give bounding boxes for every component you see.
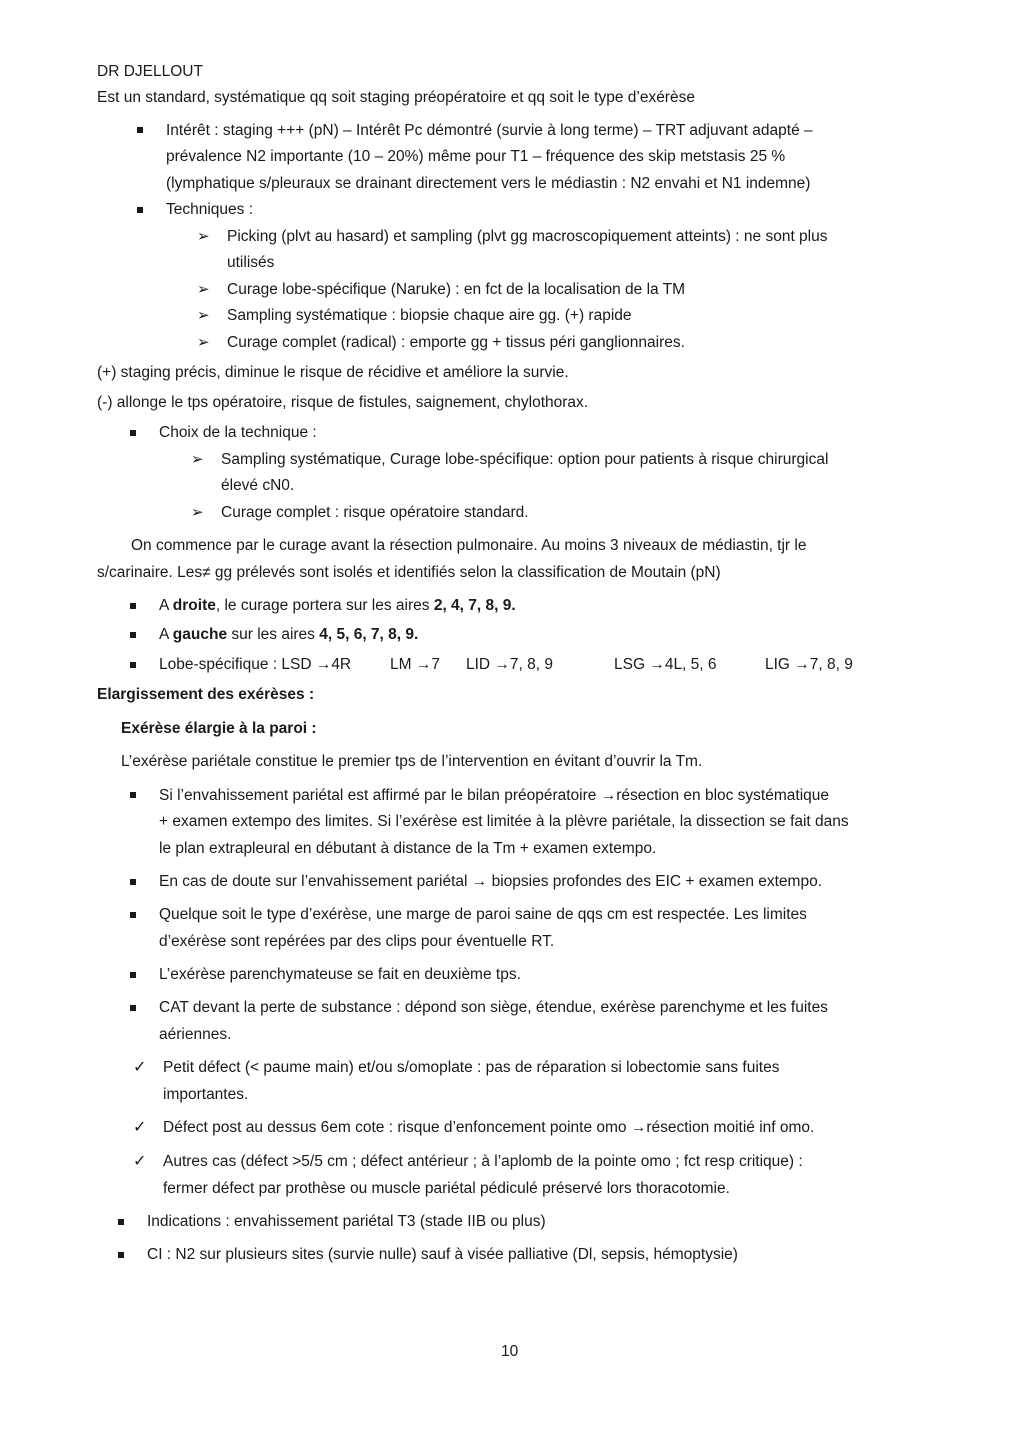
bullet-square: [130, 879, 136, 885]
paroi-bullet-1-line-2: + examen extempo des limites. Si l’exérèse est limitée à la plèvre pariétale, la dissection se fait dans: [159, 813, 849, 830]
check-2: Défect post au dessus 6em cote : risque d’enfoncement pointe omo →résection moitié inf omo.: [163, 1119, 815, 1136]
arrow-bullet-icon: ➢: [197, 281, 210, 298]
intro-text: Est un standard, systématique qq soit staging préopératoire et qq soit le type d’exérèse: [97, 89, 695, 106]
bullet-square: [130, 603, 136, 609]
bullet-square: [130, 430, 136, 436]
lobe-specifique-label: Lobe-spécifique : LSD →4R: [159, 656, 352, 673]
technique-4: Curage complet (radical) : emporte gg + tissus péri ganglionnaires.: [227, 334, 685, 351]
gauche-line: A gauche sur les aires 4, 5, 6, 7, 8, 9.: [159, 626, 419, 643]
paroi-bullet-5-line-1: CAT devant la perte de substance : dépond son siège, étendue, exérèse parenchyme et les fuites: [159, 999, 828, 1016]
check-1-line-2: importantes.: [163, 1086, 249, 1103]
bullet-square: [130, 662, 136, 668]
paroi-bullet-5-line-2: aériennes.: [159, 1026, 232, 1043]
paroi-bullet-1-line-1: Si l’envahissement pariétal est affirmé par le bilan préopératoire →résection en bloc systématique: [159, 787, 830, 804]
minus-text: (-) allonge le tps opératoire, risque de fistules, saignement, chylothorax.: [97, 394, 589, 411]
bullet-square: [118, 1219, 124, 1225]
arrow-bullet-icon: ➢: [197, 228, 210, 245]
choix-1-line-2: élevé cN0.: [221, 477, 295, 494]
technique-1-line-2: utilisés: [227, 254, 275, 271]
choix-1-line-1: Sampling systématique, Curage lobe-spécifique: option pour patients à risque chirurgical: [221, 451, 829, 468]
checkmark-icon: ✓: [133, 1059, 147, 1076]
interet-line-1: Intérêt : staging +++ (pN) – Intérêt Pc démontré (survie à long terme) – TRT adjuvant adapté –: [166, 122, 813, 139]
lobe-lid: LID →7, 8, 9: [466, 656, 554, 673]
contre-indications-text: CI : N2 sur plusieurs sites (survie nulle) sauf à visée palliative (Dl, sepsis, hémoptysie): [147, 1246, 738, 1263]
arrow-bullet-icon: ➢: [191, 451, 204, 468]
bullet-square: [130, 792, 136, 798]
choix-label: Choix de la technique :: [159, 424, 317, 441]
plus-text: (+) staging précis, diminue le risque de récidive et améliore la survie.: [97, 364, 569, 381]
paroi-intro: L’exérèse pariétale constitue le premier tps de l’intervention en évitant d’ouvrir la Tm.: [121, 753, 703, 770]
bullet-square: [137, 207, 143, 213]
bullet-square: [130, 632, 136, 638]
paroi-bullet-3-line-1: Quelque soit le type d’exérèse, une marge de paroi saine de qqs cm est respectée. Les limites: [159, 906, 807, 923]
paroi-bullet-2: En cas de doute sur l’envahissement pariétal → biopsies profondes des EIC + examen extempo.: [159, 873, 822, 890]
checkmark-icon: ✓: [133, 1119, 147, 1136]
lobe-lm: LM →7: [390, 656, 440, 673]
choix-2: Curage complet : risque opératoire standard.: [221, 504, 529, 521]
header-author: DR DJELLOUT: [97, 63, 203, 80]
lobe-lsg: LSG →4L, 5, 6: [614, 656, 717, 673]
droite-line: A droite, le curage portera sur les aires 2, 4, 7, 8, 9.: [159, 597, 516, 614]
section-heading: Elargissement des exérèses :: [97, 686, 315, 703]
bullet-square: [130, 1005, 136, 1011]
paroi-bullet-3-line-2: d’exérèse sont repérées par des clips pour éventuelle RT.: [159, 933, 555, 950]
check-1-line-1: Petit défect (< paume main) et/ou s/omoplate : pas de réparation si lobectomie sans fuites: [163, 1059, 780, 1076]
lobe-lig: LIG →7, 8, 9: [765, 656, 853, 673]
interet-line-3: (lymphatique s/pleuraux se drainant directement vers le médiastin : N2 envahi et N1 indemne): [166, 175, 811, 192]
subsection-heading: Exérèse élargie à la paroi :: [121, 720, 317, 737]
arrow-bullet-icon: ➢: [191, 504, 204, 521]
check-3-line-1: Autres cas (défect >5/5 cm ; défect antérieur ; à l’aplomb de la pointe omo ; fct resp critique) :: [163, 1153, 803, 1170]
interet-line-2: prévalence N2 importante (10 – 20%) même pour T1 – fréquence des skip metstasis 25 %: [166, 148, 786, 165]
checkmark-icon: ✓: [133, 1153, 147, 1170]
bullet-square: [118, 1252, 124, 1258]
page-number: 10: [501, 1343, 519, 1360]
curage-paragraph-line-1: On commence par le curage avant la résection pulmonaire. Au moins 3 niveaux de médiastin, tjr le: [131, 537, 807, 554]
arrow-bullet-icon: ➢: [197, 334, 210, 351]
technique-2: Curage lobe-spécifique (Naruke) : en fct de la localisation de la TM: [227, 281, 686, 298]
bullet-square: [137, 127, 143, 133]
indications-text: Indications : envahissement pariétal T3 (stade IIB ou plus): [147, 1213, 546, 1230]
bullet-square: [130, 972, 136, 978]
technique-1-line-1: Picking (plvt au hasard) et sampling (plvt gg macroscopiquement atteints) : ne sont plus: [227, 228, 828, 245]
techniques-label: Techniques :: [166, 201, 254, 218]
arrow-bullet-icon: ➢: [197, 307, 210, 324]
technique-3: Sampling systématique : biopsie chaque aire gg. (+) rapide: [227, 307, 632, 324]
paroi-bullet-1-line-3: le plan extrapleural en débutant à distance de la Tm + examen extempo.: [159, 840, 657, 857]
check-3-line-2: fermer défect par prothèse ou muscle pariétal pédiculé préservé lors thoracotomie.: [163, 1180, 730, 1197]
curage-paragraph-line-2: s/carinaire. Les≠ gg prélevés sont isolés et identifiés selon la classification de Moutain (pN): [97, 564, 721, 581]
bullet-square: [130, 912, 136, 918]
paroi-bullet-4: L’exérèse parenchymateuse se fait en deuxième tps.: [159, 966, 521, 983]
